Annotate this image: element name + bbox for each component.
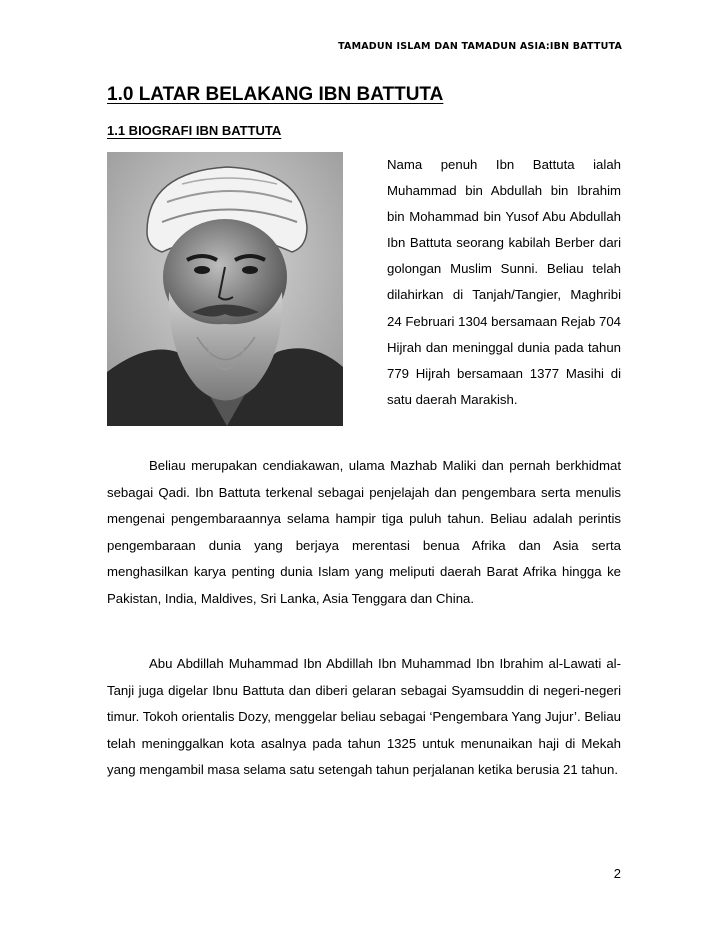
running-header: TAMADUN ISLAM DAN TAMADUN ASIA:IBN BATTUTA [338, 41, 622, 52]
body-paragraph-2: Abu Abdillah Muhammad Ibn Abdillah Ibn Muhammad Ibn Ibrahim al-Lawati al-Tanji juga digelar Ibnu Battuta dan diberi gelaran sebagai Syamsuddin di negeri-negeri timur. Tokoh orientalis Dozy, menggelar beliau sebagai ‘Pengembara Yang Jujur’. Beliau telah meninggalkan kota asalnya pada tahun 1325 untuk menunaikan haji di Mekah yang mengambil masa selama satu setengah tahun perjalanan ketika berusia 21 tahun. [107, 656, 621, 777]
subsection-title: 1.1 BIOGRAFI IBN BATTUTA [107, 123, 282, 138]
page-number: 2 [613, 866, 621, 881]
portrait-image [107, 152, 343, 426]
section-title: 1.0 LATAR BELAKANG IBN BATTUTA [107, 84, 444, 105]
intro-paragraph: Nama penuh Ibn Battuta ialah Muhammad bin Abdullah bin Ibrahim bin Mohammad bin Yusof Abu Abdullah Ibn Battuta seorang kabilah Berber dari golongan Muslim Sunni. Beliau telah dilahirkan di Tanjah/Tangier, Maghribi 24 Februari 1304 bersamaan Rejab 704 Hijrah dan meninggal dunia pada tahun 779 Hijrah bersamaan 1377 Masihi di satu daerah Marakish. [387, 157, 621, 407]
body-paragraph-1: Beliau merupakan cendiakawan, ulama Mazhab Maliki dan pernah berkhidmat sebagai Qadi. Ibn Battuta terkenal sebagai penjelajah dan pengembara serta menulis mengenai pengembaraannya selama hampir tiga puluh tahun. Beliau adalah perintis pengembaraan dunia yang berjaya merentasi benua Afrika dan Asia serta menghasilkan karya penting dunia Islam yang meliputi daerah Barat Afrika hingga ke Pakistan, India, Maldives, Sri Lanka, Asia Tenggara dan China. [107, 458, 621, 606]
